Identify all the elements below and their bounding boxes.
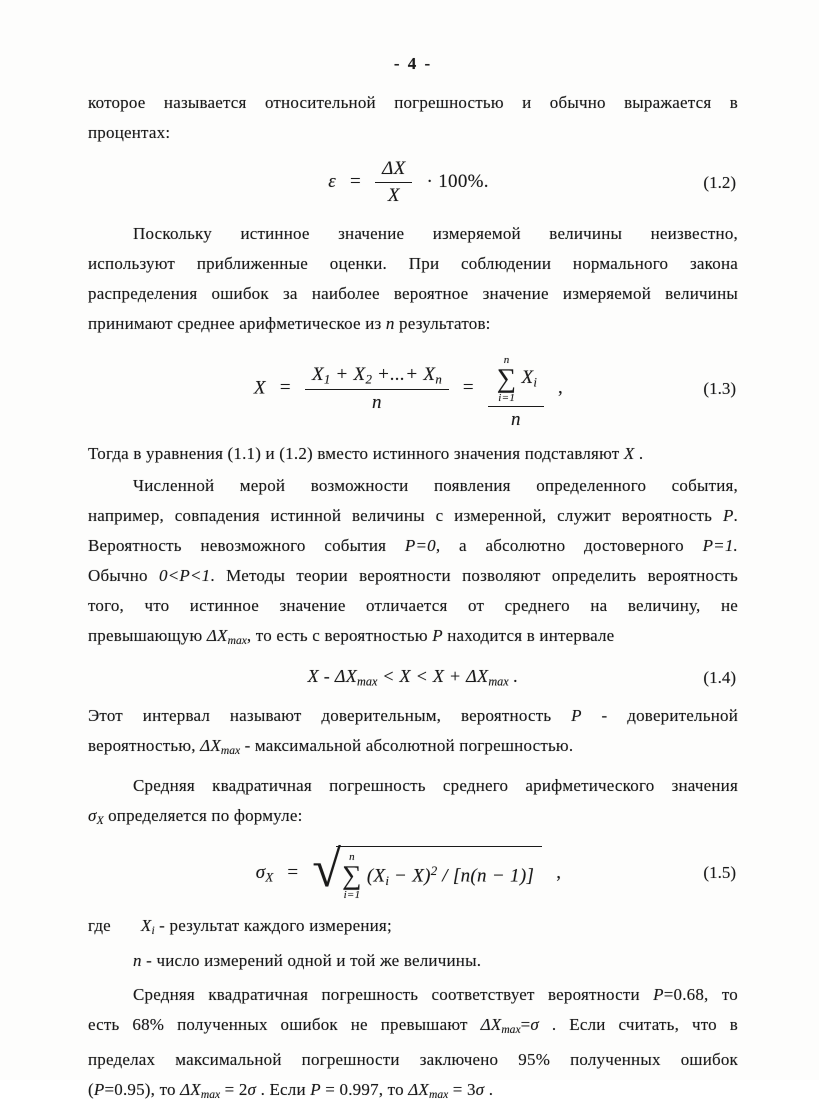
summation-sign: n ∑ i=1 <box>496 354 517 404</box>
formula-1-5 <box>88 840 738 901</box>
paragraph-line: Средняя квадратичная погрешность соответствует вероятности P=0.68, то <box>133 985 738 1005</box>
paragraph-line: (P=0.95), то ΔXmax = 2σ . Если P = 0.997, то ΔXmax = 3σ . <box>88 1080 494 1102</box>
paragraph-line: превышающую ΔXmax, то есть с вероятностью P находится в интервале <box>88 625 615 648</box>
equation-number: (1.5) <box>703 863 736 883</box>
fraction: $\frac{X1 + X2 +...+ Xn}{n}$ <box>305 364 449 415</box>
fraction: n ∑ i=1 Xi n <box>488 347 544 431</box>
paragraph-line: которое называется относительной погрешностью и обычно выражается в <box>88 93 738 112</box>
sigma-icon: ∑ <box>342 860 362 891</box>
paragraph-line: распределения ошибок за наиболее вероятное значение измеряемой величины <box>88 284 738 303</box>
paragraph-line: используют приближенные оценки. При соблюдении нормального закона <box>88 254 738 273</box>
equation-number: (1.3) <box>703 378 736 398</box>
equation-number: (1.2) <box>703 172 736 192</box>
equation-expression: X - ΔXmax < X < X + ΔXmax . <box>307 666 519 689</box>
paragraph-line: принимают среднее арифметическое из n результатов: <box>88 314 491 333</box>
formula-1-3 <box>88 347 738 431</box>
paragraph-line: пределах максимальной погрешности заключено 95% полученных ошибок <box>88 1050 738 1070</box>
definition-line: где Xi - результат каждого измерения; <box>88 915 392 938</box>
equation-expression: σX = √ n ∑ i=1 $(Xi - X)^2 / [n(n - 1)]$ , <box>255 840 562 901</box>
paragraph-line: Тогда в уравнения (1.1) и (1.2) вместо истинного значения подставляют X . <box>88 443 644 463</box>
paragraph-line: процентах: <box>88 123 171 142</box>
equation-number: (1.4) <box>703 667 736 687</box>
paragraph-line: σX определяется по формуле: <box>88 805 303 827</box>
paragraph-line: того, что истинное значение отличается от среднего на величину, не <box>88 595 738 615</box>
paragraph-line: вероятностью, ΔXmax - максимальной абсолютной погрешностью. <box>88 736 574 758</box>
paragraph-line: например, совпадения истинной величины с измеренной, служит вероятность P. <box>88 505 738 525</box>
paragraph-line: Обычно 0<P<1. Методы теории вероятности позволяют определить вероятность <box>88 565 738 585</box>
equation-expression: X = $\frac{X1 + X2 +...+ Xn}{n}$ = n ∑ i=1 Xi n , <box>254 347 572 431</box>
radical-icon: √ <box>312 840 342 898</box>
paragraph-line: есть 68% полученных ошибок не превышают ΔXmax=σ . Если считать, что в <box>88 1015 738 1037</box>
fraction: $\frac{\Delta X}{X}$ <box>375 158 412 207</box>
paragraph-line: Средняя квадратичная погрешность среднего арифметического значения <box>133 775 738 795</box>
page-number: - 4 - <box>393 54 433 73</box>
paragraph-line: Вероятность невозможного события P=0, а абсолютно достоверного P=1. <box>88 535 738 555</box>
paragraph-line: Этот интервал называют доверительным, вероятность P - доверительной <box>88 706 738 726</box>
paragraph-line: Поскольку истинное значение измеряемой величины неизвестно, <box>133 224 738 243</box>
page-content <box>88 0 738 1110</box>
paragraph-line: Численной мерой возможности появления определенного события, <box>133 475 738 495</box>
formula-1-4 <box>88 666 738 689</box>
definition-line: n - число измерений одной и той же величины. <box>133 951 482 971</box>
formula-1-2 <box>88 158 738 207</box>
equation-expression: ε = $\frac{\Delta X}{X}$ · 100%. <box>328 158 489 206</box>
summation-sign: n ∑ i=1 <box>342 850 362 901</box>
sigma-icon: ∑ <box>496 363 517 394</box>
square-root: √ n ∑ i=1 $(Xi - X)^2 / [n(n - 1)]$ <box>312 846 542 901</box>
